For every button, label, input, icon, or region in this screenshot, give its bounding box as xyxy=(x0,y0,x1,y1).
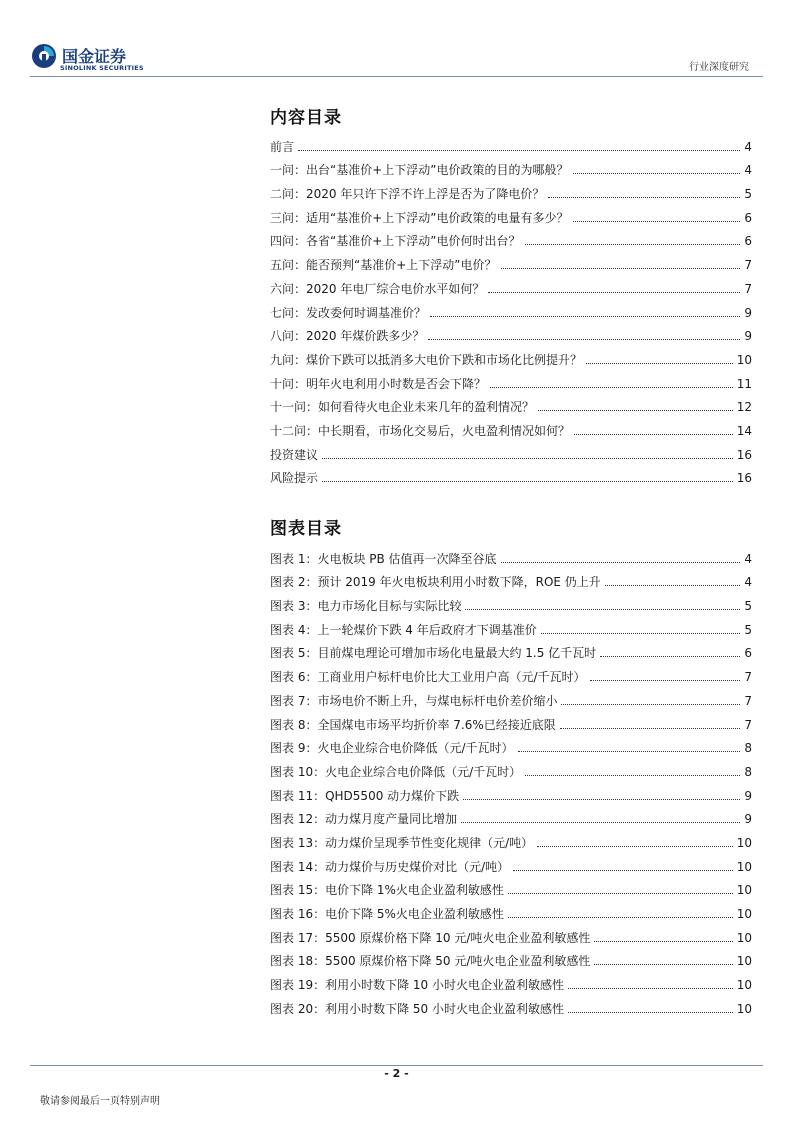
toc-entry-page: 16 xyxy=(736,471,752,486)
toc-entry-page: 10 xyxy=(736,930,752,945)
toc-leader-dots xyxy=(430,316,740,317)
toc-entry-label: 图表 2：预计 2019 年火电板块利用小时数下降，ROE 仍上升 xyxy=(270,575,601,590)
disclaimer-note: 敬请参阅最后一页特别声明 xyxy=(40,1096,160,1107)
footer-divider xyxy=(30,1065,763,1066)
toc-entry-page: 7 xyxy=(744,281,752,296)
toc-leader-dots xyxy=(548,197,740,198)
toc-leader-dots xyxy=(594,941,732,942)
toc-leader-dots xyxy=(605,585,741,586)
toc-entry-page: 4 xyxy=(744,163,752,178)
toc-entry-page: 7 xyxy=(744,258,752,273)
contents-list xyxy=(270,130,752,485)
toc-leader-dots xyxy=(501,562,741,563)
contents-entry[interactable] xyxy=(270,296,752,320)
toc-entry-label: 十二问：中长期看，市场化交易后，火电盈利情况如何？ xyxy=(270,423,571,438)
toc-entry-page: 5 xyxy=(744,622,752,637)
toc-entry-label: 图表 4：上一轮煤价下跌 4 年后政府才下调基准价 xyxy=(270,622,537,637)
toc-entry-page: 10 xyxy=(736,859,752,874)
toc-entry-label: 七问：发改委何时调基准价？ xyxy=(270,305,427,320)
toc-entry-page: 10 xyxy=(736,1001,752,1016)
toc-entry-label: 六问：2020 年电厂综合电价水平如何？ xyxy=(270,281,485,296)
toc-leader-dots xyxy=(561,704,740,705)
figure-entry[interactable] xyxy=(270,542,752,566)
figure-entry[interactable] xyxy=(270,732,752,756)
toc-leader-dots xyxy=(513,870,733,871)
figure-entry[interactable] xyxy=(270,637,752,661)
toc-entry-page: 10 xyxy=(736,907,752,921)
toc-entry-page: 6 xyxy=(744,234,752,249)
contents-entry[interactable] xyxy=(270,248,752,272)
toc-entry-page: 5 xyxy=(744,187,752,202)
toc-leader-dots xyxy=(594,964,732,965)
contents-entry[interactable] xyxy=(270,414,752,438)
figure-entry[interactable] xyxy=(270,826,752,850)
toc-entry-label: 五问：能否预判“基准价+上下浮动”电价？ xyxy=(270,258,497,273)
contents-entry[interactable] xyxy=(270,201,752,225)
contents-entry[interactable] xyxy=(270,343,752,367)
toc-leader-dots xyxy=(560,728,741,729)
figure-entry[interactable] xyxy=(270,945,752,969)
toc-leader-dots xyxy=(525,244,741,245)
toc-entry-label: 图表 5：目前煤电理论可增加市场化电量最大约 1.5 亿千瓦时 xyxy=(270,646,597,661)
brand-name-cn: 国金证券 xyxy=(62,47,127,66)
toc-leader-dots xyxy=(501,268,741,269)
contents-entry[interactable] xyxy=(270,367,752,391)
toc-entry-label: 图表 15：电价下降 1%火电企业盈利敏感性 xyxy=(270,883,504,898)
toc-entry-page: 7 xyxy=(744,717,752,732)
figure-entry[interactable] xyxy=(270,755,752,779)
toc-leader-dots xyxy=(322,458,733,459)
toc-leader-dots xyxy=(573,221,741,222)
toc-leader-dots xyxy=(586,363,733,364)
toc-entry-page: 9 xyxy=(744,812,752,827)
contents-entry[interactable] xyxy=(270,391,752,415)
toc-entry-label: 一问：出台“基准价+上下浮动”电价政策的目的为哪般？ xyxy=(270,163,569,178)
toc-entry-page: 10 xyxy=(736,883,752,898)
contents-entry[interactable] xyxy=(270,154,752,178)
toc-entry-label: 八问：2020 年煤价跌多少？ xyxy=(270,329,425,344)
figure-entry[interactable] xyxy=(270,589,752,613)
toc-entry-page: 4 xyxy=(744,551,752,566)
toc-leader-dots xyxy=(600,656,740,657)
contents-entry[interactable] xyxy=(270,225,752,249)
figure-entry[interactable] xyxy=(270,968,752,992)
figure-entry[interactable] xyxy=(270,803,752,827)
toc-entry-label: 投资建议 xyxy=(270,447,319,462)
toc-entry-page: 6 xyxy=(744,646,752,661)
report-type: 行业深度研究 xyxy=(689,62,749,73)
toc-entry-page: 10 xyxy=(736,352,752,367)
figure-entry[interactable] xyxy=(270,992,752,1016)
toc-entry-page: 9 xyxy=(744,788,752,803)
toc-entry-label: 九问：煤价下跌可以抵消多大电价下跌和市场化比例提升？ xyxy=(270,352,583,367)
figure-entry[interactable] xyxy=(270,921,752,945)
figure-entry[interactable] xyxy=(270,779,752,803)
figure-entry[interactable] xyxy=(270,613,752,637)
toc-leader-dots xyxy=(322,481,733,482)
toc-leader-dots xyxy=(573,173,741,174)
toc-leader-dots xyxy=(568,988,733,989)
toc-entry-page: 9 xyxy=(744,305,752,320)
contents-entry[interactable] xyxy=(270,320,752,344)
figure-entry[interactable] xyxy=(270,684,752,708)
toc-leader-dots xyxy=(298,150,740,151)
toc-entry-page: 8 xyxy=(744,764,752,779)
header-divider xyxy=(30,76,763,77)
toc-leader-dots xyxy=(508,917,733,918)
toc-entry-page: 4 xyxy=(744,575,752,590)
toc-leader-dots xyxy=(568,1012,733,1013)
toc-leader-dots xyxy=(463,799,740,800)
toc-entry-label: 图表 3：电力市场化目标与实际比较 xyxy=(270,599,462,614)
toc-entry-page: 4 xyxy=(744,139,752,154)
toc-entry-label: 风险提示 xyxy=(270,471,319,486)
toc-leader-dots xyxy=(428,339,740,340)
toc-entry-page: 8 xyxy=(744,741,752,756)
toc-leader-dots xyxy=(508,893,733,894)
toc-entry-label: 二问：2020 年只许下浮不许上浮是否为了降电价？ xyxy=(270,187,545,202)
toc-entry-page: 10 xyxy=(736,835,752,850)
toc-entry-label: 十一问：如何看待火电企业未来几年的盈利情况？ xyxy=(270,400,535,415)
contents-entry[interactable] xyxy=(270,438,752,462)
toc-entry-label: 图表 12：动力煤月度产量同比增加 xyxy=(270,812,458,827)
toc-entry-label: 图表 7：市场电价不断上升，与煤电标杆电价差价缩小 xyxy=(270,693,558,708)
sinolink-logo-icon xyxy=(30,42,58,70)
figure-entry[interactable] xyxy=(270,874,752,898)
figures-list xyxy=(270,542,752,1016)
toc-entry-page: 11 xyxy=(736,376,752,391)
toc-entry-page: 10 xyxy=(736,978,752,993)
toc-entry-page: 12 xyxy=(736,400,752,415)
toc-entry-label: 图表 9：火电企业综合电价降低（元/千瓦时） xyxy=(270,741,514,756)
toc-entry-page: 16 xyxy=(736,447,752,462)
toc-leader-dots xyxy=(537,846,733,847)
toc-leader-dots xyxy=(541,633,741,634)
contents-entry[interactable] xyxy=(270,272,752,296)
toc-leader-dots xyxy=(590,680,741,681)
toc-entry-page: 6 xyxy=(744,210,752,225)
toc-leader-dots xyxy=(518,751,741,752)
toc-leader-dots xyxy=(525,775,740,776)
toc-leader-dots xyxy=(538,410,733,411)
page-header xyxy=(0,0,793,80)
toc-entry-label: 图表 6：工商业用户标杆电价比大工业用户高（元/千瓦时） xyxy=(270,670,586,685)
toc-leader-dots xyxy=(465,609,740,610)
contents-entry[interactable] xyxy=(270,462,752,486)
toc-entry-label: 图表 13：动力煤价呈现季节性变化规律（元/吨） xyxy=(270,835,534,850)
toc-entry-label: 图表 10：火电企业综合电价降低（元/千瓦时） xyxy=(270,764,522,779)
toc-entry-label: 三问：适用“基准价+上下浮动”电价政策的电量有多少？ xyxy=(270,210,569,225)
figure-entry[interactable] xyxy=(270,850,752,874)
toc-entry-label: 图表 8：全国煤电市场平均折价率 7.6%已经接近底限 xyxy=(270,717,556,732)
toc-entry-label: 图表 11：QHD5500 动力煤价下跌 xyxy=(270,788,460,803)
toc-entry-page: 14 xyxy=(736,423,752,438)
toc-entry-page: 7 xyxy=(744,670,752,685)
contents-entry[interactable] xyxy=(270,177,752,201)
toc-entry-page: 9 xyxy=(744,329,752,344)
figure-entry[interactable] xyxy=(270,708,752,732)
toc-entry-label: 图表 1：火电板块 PB 估值再一次降至谷底 xyxy=(270,551,497,566)
toc-entry-label: 图表 18：5500 原煤价格下降 50 元/吨火电企业盈利敏感性 xyxy=(270,954,591,969)
toc-entry-label: 图表 14：动力煤价与历史煤价对比（元/吨） xyxy=(270,859,510,874)
figure-entry[interactable] xyxy=(270,660,752,684)
toc-entry-page: 10 xyxy=(736,954,752,969)
toc-entry-label: 十问：明年火电利用小时数是否会下降？ xyxy=(270,376,487,391)
toc-entry-label: 前言 xyxy=(270,139,295,154)
toc-leader-dots xyxy=(574,434,733,435)
figure-entry[interactable] xyxy=(270,566,752,590)
toc-leader-dots xyxy=(461,822,740,823)
toc-leader-dots xyxy=(488,292,740,293)
brand-name-en: SINOLINK SECURITIES xyxy=(60,64,144,72)
page-number: - 2 - xyxy=(384,1067,409,1080)
contents-title: 内容目录 xyxy=(270,108,342,128)
toc-leader-dots xyxy=(490,387,733,388)
figures-title: 图表目录 xyxy=(270,519,342,539)
toc-entry-label: 图表 16：电价下降 5%火电企业盈利敏感性 xyxy=(270,907,504,921)
toc-entry-label: 图表 19：利用小时数下降 10 小时火电企业盈利敏感性 xyxy=(270,978,564,993)
toc-entry-label: 四问：各省“基准价+上下浮动”电价何时出台？ xyxy=(270,234,521,249)
figure-entry[interactable] xyxy=(270,897,752,921)
toc-entry-page: 7 xyxy=(744,693,752,708)
toc-entry-label: 图表 17：5500 原煤价格下降 10 元/吨火电企业盈利敏感性 xyxy=(270,930,591,945)
toc-entry-label: 图表 20：利用小时数下降 50 小时火电企业盈利敏感性 xyxy=(270,1001,564,1016)
contents-entry[interactable] xyxy=(270,130,752,154)
toc-entry-page: 5 xyxy=(744,599,752,614)
